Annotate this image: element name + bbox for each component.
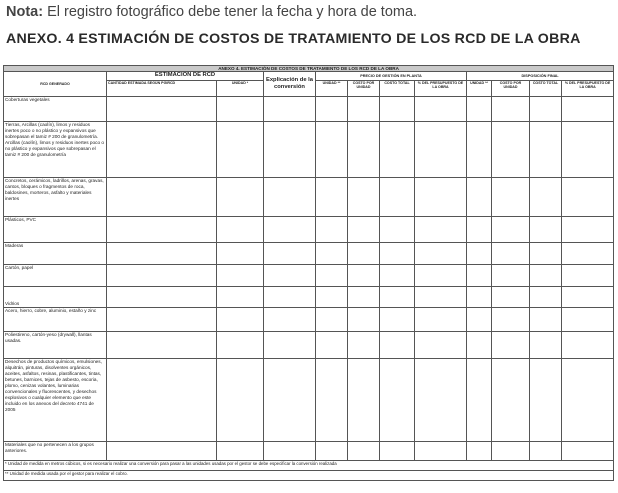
entry-cell[interactable] bbox=[264, 442, 316, 461]
entry-cell[interactable] bbox=[530, 265, 562, 287]
entry-cell[interactable] bbox=[530, 243, 562, 265]
entry-cell[interactable] bbox=[380, 308, 415, 332]
entry-cell[interactable] bbox=[492, 265, 530, 287]
entry-cell[interactable] bbox=[107, 122, 217, 178]
entry-cell[interactable] bbox=[264, 97, 316, 122]
entry-cell[interactable] bbox=[467, 178, 492, 217]
entry-cell[interactable] bbox=[264, 122, 316, 178]
entry-cell[interactable] bbox=[467, 442, 492, 461]
header-disposicion-final: DISPOSICIÓN FINAL bbox=[467, 72, 614, 81]
entry-cell[interactable] bbox=[467, 332, 492, 359]
entry-cell[interactable] bbox=[492, 308, 530, 332]
header-final-unidad: UNIDAD ** bbox=[467, 81, 492, 97]
table-row bbox=[4, 442, 614, 461]
table-title: ANEXO 4. ESTIMACIÓN DE COSTOS DE TRATAMIENTO DE LOS RCD DE LA OBRA bbox=[4, 66, 614, 72]
entry-cell[interactable] bbox=[530, 308, 562, 332]
table-row bbox=[4, 359, 614, 442]
entry-cell[interactable] bbox=[217, 265, 264, 287]
header-unidad: UNIDAD * bbox=[217, 81, 264, 97]
entry-cell[interactable] bbox=[562, 359, 614, 442]
entry-cell[interactable] bbox=[467, 217, 492, 243]
header-rcd-generado: RCD GENERADO bbox=[4, 72, 107, 97]
entry-cell[interactable] bbox=[562, 122, 614, 178]
material-cell: Poliestireno, cartón-yeso (drywall), llantas usadas. bbox=[4, 332, 107, 359]
entry-cell[interactable] bbox=[348, 217, 380, 243]
header-explicacion-conversion: Explicación de la conversión bbox=[264, 72, 316, 97]
entry-cell[interactable] bbox=[380, 442, 415, 461]
header-planta-unidad: UNIDAD ** bbox=[316, 81, 348, 97]
header-final-porcentaje: % DEL PRESUPUESTO DE LA OBRA bbox=[562, 81, 614, 97]
entry-cell[interactable] bbox=[107, 332, 217, 359]
entry-cell[interactable] bbox=[107, 243, 217, 265]
entry-cell[interactable] bbox=[415, 122, 467, 178]
header-final-costo-total: COSTO TOTAL bbox=[530, 81, 562, 97]
entry-cell[interactable] bbox=[415, 308, 467, 332]
entry-cell[interactable] bbox=[316, 359, 348, 442]
entry-cell[interactable] bbox=[415, 332, 467, 359]
entry-cell[interactable] bbox=[467, 243, 492, 265]
entry-cell[interactable] bbox=[467, 359, 492, 442]
entry-cell[interactable] bbox=[415, 442, 467, 461]
entry-cell[interactable] bbox=[562, 178, 614, 217]
table-row bbox=[4, 217, 614, 243]
note-label: Nota: bbox=[6, 4, 44, 20]
note-text: El registro fotográfico debe tener la fecha y hora de toma. bbox=[43, 4, 418, 20]
entry-cell[interactable] bbox=[107, 442, 217, 461]
entry-cell[interactable] bbox=[316, 97, 348, 122]
entry-cell[interactable] bbox=[316, 217, 348, 243]
material-cell: Desechos de productos químicos, emulsiones, alquitrán, pinturas, disolventes orgánicos, aceites, asfaltos, resinas, plastificantes, tintas, betunes, barnices, tejas de asbesto, escoria, plomo, cenizas volantes, luminarias convencionales y fluorescentes, y desechos explosivos o cualquier elemento que este incluido en los anexos del decreto 4741 de 2005 bbox=[4, 359, 107, 442]
entry-cell[interactable] bbox=[348, 265, 380, 287]
footnote-gestor-unit: ** Unidad de medida usada por el gestor para realizar el cobro. bbox=[4, 471, 614, 481]
entry-cell[interactable] bbox=[107, 359, 217, 442]
entry-cell[interactable] bbox=[264, 265, 316, 287]
header-final-costo-unidad: COSTO POR UNIDAD bbox=[492, 81, 530, 97]
entry-cell[interactable] bbox=[492, 442, 530, 461]
entry-cell[interactable] bbox=[380, 332, 415, 359]
material-cell: Materiales que no pertenecen a los grupos anteriores. bbox=[4, 442, 107, 461]
entry-cell[interactable] bbox=[348, 178, 380, 217]
entry-cell[interactable] bbox=[107, 265, 217, 287]
entry-cell[interactable] bbox=[467, 122, 492, 178]
entry-cell[interactable] bbox=[415, 97, 467, 122]
entry-cell[interactable] bbox=[492, 217, 530, 243]
table-row bbox=[4, 265, 614, 287]
material-cell: Tierras, Arcillas (caolín), limos y residuos inertes poco o no plástico y expansivos que sobrepasan el tamiz # 200 de granulometría. Arcillas (caolín), limos y residuos inertes poco o no plástico y expansivos que sobrepasan el tamiz # 200 de granulometría bbox=[4, 122, 107, 178]
entry-cell[interactable] bbox=[492, 178, 530, 217]
entry-cell[interactable] bbox=[348, 308, 380, 332]
footnote-unit-conversion: * Unidad de medida en metros cúbicos, si es necesario realizar una conversión para pasar a las unidades usadas por el gestor se debe especificar la conversión realizada bbox=[4, 461, 614, 471]
entry-cell[interactable] bbox=[562, 243, 614, 265]
entry-cell[interactable] bbox=[316, 178, 348, 217]
table-row bbox=[4, 178, 614, 217]
entry-cell[interactable] bbox=[348, 442, 380, 461]
entry-cell[interactable] bbox=[467, 265, 492, 287]
material-cell: Acero, hierro, cobre, aluminio, estaño y zinc bbox=[4, 308, 107, 332]
entry-cell[interactable] bbox=[562, 265, 614, 287]
entry-cell[interactable] bbox=[562, 308, 614, 332]
entry-cell[interactable] bbox=[217, 122, 264, 178]
entry-cell[interactable] bbox=[348, 122, 380, 178]
entry-cell[interactable] bbox=[562, 97, 614, 122]
cost-estimation-table bbox=[3, 65, 614, 481]
entry-cell[interactable] bbox=[380, 178, 415, 217]
header-planta-costo-total: COSTO TOTAL bbox=[380, 81, 415, 97]
entry-cell[interactable] bbox=[217, 287, 264, 308]
header-planta-costo-unidad: COSTO POR UNIDAD bbox=[348, 81, 380, 97]
entry-cell[interactable] bbox=[562, 287, 614, 308]
entry-cell[interactable] bbox=[264, 359, 316, 442]
material-cell: Cartón, papel bbox=[4, 265, 107, 287]
entry-cell[interactable] bbox=[492, 122, 530, 178]
note-line bbox=[6, 4, 417, 20]
entry-cell[interactable] bbox=[348, 332, 380, 359]
entry-cell[interactable] bbox=[217, 308, 264, 332]
entry-cell[interactable] bbox=[530, 217, 562, 243]
entry-cell[interactable] bbox=[316, 332, 348, 359]
header-estimacion-rcd: ESTIMACIÓN DE RCD bbox=[107, 72, 264, 81]
table-row bbox=[4, 243, 614, 265]
entry-cell[interactable] bbox=[217, 332, 264, 359]
entry-cell[interactable] bbox=[217, 217, 264, 243]
entry-cell[interactable] bbox=[415, 217, 467, 243]
entry-cell[interactable] bbox=[467, 287, 492, 308]
entry-cell[interactable] bbox=[264, 243, 316, 265]
entry-cell[interactable] bbox=[107, 217, 217, 243]
entry-cell[interactable] bbox=[467, 308, 492, 332]
material-cell: Vidrios bbox=[4, 287, 107, 308]
entry-cell[interactable] bbox=[380, 122, 415, 178]
entry-cell[interactable] bbox=[217, 178, 264, 217]
entry-cell[interactable] bbox=[467, 97, 492, 122]
entry-cell[interactable] bbox=[415, 359, 467, 442]
entry-cell[interactable] bbox=[348, 97, 380, 122]
entry-cell[interactable] bbox=[348, 359, 380, 442]
entry-cell[interactable] bbox=[316, 122, 348, 178]
material-cell: Plásticos, PVC bbox=[4, 217, 107, 243]
entry-cell[interactable] bbox=[380, 217, 415, 243]
entry-cell[interactable] bbox=[562, 217, 614, 243]
entry-cell[interactable] bbox=[348, 287, 380, 308]
entry-cell[interactable] bbox=[415, 243, 467, 265]
header-gestion-planta: PRECIO DE GESTIÓN EN PLANTA bbox=[316, 72, 467, 81]
entry-cell[interactable] bbox=[380, 243, 415, 265]
entry-cell[interactable] bbox=[316, 265, 348, 287]
entry-cell[interactable] bbox=[380, 97, 415, 122]
entry-cell[interactable] bbox=[316, 442, 348, 461]
entry-cell[interactable] bbox=[348, 243, 380, 265]
entry-cell[interactable] bbox=[217, 442, 264, 461]
entry-cell[interactable] bbox=[107, 308, 217, 332]
entry-cell[interactable] bbox=[264, 287, 316, 308]
entry-cell[interactable] bbox=[415, 178, 467, 217]
entry-cell[interactable] bbox=[380, 265, 415, 287]
entry-cell[interactable] bbox=[217, 359, 264, 442]
entry-cell[interactable] bbox=[415, 287, 467, 308]
entry-cell[interactable] bbox=[316, 287, 348, 308]
entry-cell[interactable] bbox=[492, 243, 530, 265]
table-row bbox=[4, 122, 614, 178]
header-planta-porcentaje: % DEL PRESUPUESTO DE LA OBRA bbox=[415, 81, 467, 97]
entry-cell[interactable] bbox=[264, 178, 316, 217]
entry-cell[interactable] bbox=[264, 217, 316, 243]
entry-cell[interactable] bbox=[562, 442, 614, 461]
entry-cell[interactable] bbox=[562, 332, 614, 359]
material-cell: Concretos, cerámicos, ladrillos, arenas, gravas, cantos, bloques o fragmentos de roca, baldosines, morteros, asfalto y materiales inertes bbox=[4, 178, 107, 217]
entry-cell[interactable] bbox=[530, 442, 562, 461]
table-row bbox=[4, 97, 614, 122]
entry-cell[interactable] bbox=[380, 287, 415, 308]
entry-cell[interactable] bbox=[492, 332, 530, 359]
table-row bbox=[4, 308, 614, 332]
entry-cell[interactable] bbox=[217, 97, 264, 122]
entry-cell[interactable] bbox=[415, 265, 467, 287]
entry-cell[interactable] bbox=[530, 287, 562, 308]
header-cantidad-estimada: CANTIDAD ESTIMADA SEGÚN PGIRCD bbox=[107, 81, 217, 97]
entry-cell[interactable] bbox=[530, 97, 562, 122]
entry-cell[interactable] bbox=[492, 287, 530, 308]
material-cell: Coberturas vegetales bbox=[4, 97, 107, 122]
entry-cell[interactable] bbox=[107, 178, 217, 217]
entry-cell[interactable] bbox=[530, 332, 562, 359]
entry-cell[interactable] bbox=[492, 97, 530, 122]
entry-cell[interactable] bbox=[217, 243, 264, 265]
table-row bbox=[4, 332, 614, 359]
entry-cell[interactable] bbox=[380, 359, 415, 442]
entry-cell[interactable] bbox=[530, 122, 562, 178]
table-row bbox=[4, 287, 614, 308]
page-title: ANEXO. 4 ESTIMACIÓN DE COSTOS DE TRATAMIENTO DE LOS RCD DE LA OBRA bbox=[6, 31, 581, 47]
entry-cell[interactable] bbox=[316, 308, 348, 332]
entry-cell[interactable] bbox=[530, 359, 562, 442]
material-cell: Maderas bbox=[4, 243, 107, 265]
entry-cell[interactable] bbox=[107, 287, 217, 308]
entry-cell[interactable] bbox=[264, 308, 316, 332]
entry-cell[interactable] bbox=[107, 97, 217, 122]
entry-cell[interactable] bbox=[492, 359, 530, 442]
entry-cell[interactable] bbox=[264, 332, 316, 359]
entry-cell[interactable] bbox=[530, 178, 562, 217]
entry-cell[interactable] bbox=[316, 243, 348, 265]
